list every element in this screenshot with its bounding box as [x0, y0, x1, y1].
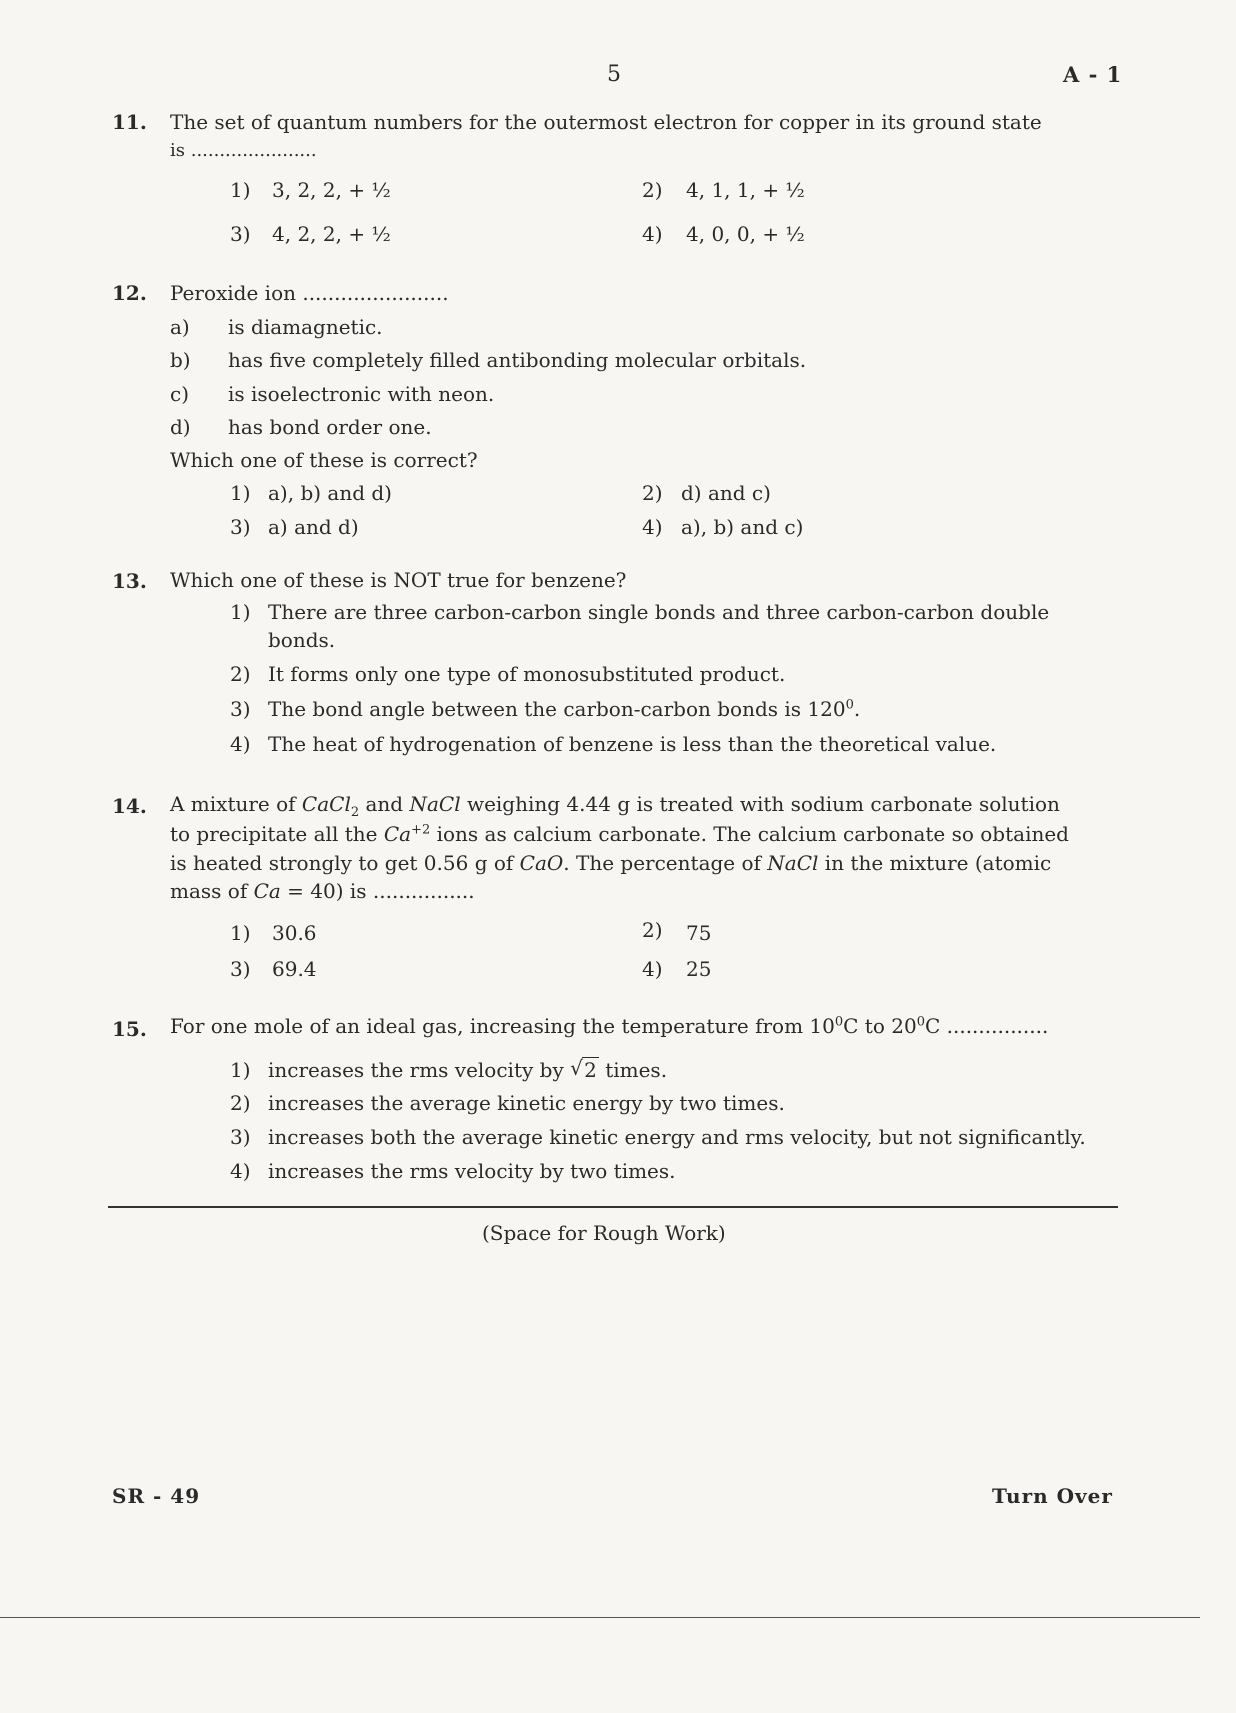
question-text: mass of Ca = 40) is ................ [170, 879, 475, 903]
option-text: 30.6 [272, 921, 317, 945]
question-number: 15. [112, 1017, 147, 1041]
statement-text: is diamagnetic. [228, 315, 383, 339]
question-text: For one mole of an ideal gas, increasing the temperature from $10^0C$ to $20^0C$ ................ [170, 1014, 1049, 1038]
statement-label: b) [170, 348, 191, 372]
option-label: 1) [230, 1058, 251, 1082]
statement-text: is isoelectronic with neon. [228, 382, 495, 406]
question-text: The set of quantum numbers for the outermost electron for copper in its ground state [170, 110, 1042, 134]
statement-label: d) [170, 415, 191, 439]
option-label: 4) [642, 515, 663, 539]
option-text: increases both the average kinetic energy and rms velocity, but not significantly. [268, 1125, 1086, 1149]
option-label: 4) [642, 957, 663, 981]
question-number: 11. [112, 110, 147, 134]
option-label: 1) [230, 178, 251, 202]
option-label: 1) [230, 481, 251, 505]
option-text: 4, 1, 1, + ½ [686, 178, 805, 202]
question-text: is heated strongly to get 0.56 g of CaO. The percentage of NaCl in the mixture (atomic [170, 851, 1052, 875]
question-text: is ...................... [170, 140, 317, 161]
option-text: 69.4 [272, 957, 317, 981]
option-label: 4) [642, 222, 663, 246]
footer-code: SR - 49 [112, 1484, 201, 1508]
option-text: 3, 2, 2, + ½ [272, 178, 391, 202]
option-text: 25 [686, 957, 712, 981]
question-text: Peroxide ion ....................... [170, 281, 449, 305]
question-text: Which one of these is NOT true for benzene? [170, 568, 627, 592]
option-label: 3) [230, 697, 251, 721]
option-label: 3) [230, 515, 251, 539]
option-text: a) and d) [268, 515, 359, 539]
option-label: 2) [230, 1091, 251, 1115]
option-text: increases the average kinetic energy by two times. [268, 1091, 785, 1115]
option-label: 4) [230, 732, 251, 756]
option-text: d) and c) [681, 481, 771, 505]
option-label: 3) [230, 957, 251, 981]
option-text: 4, 0, 0, + ½ [686, 222, 805, 246]
page-number: 5 [607, 62, 621, 87]
option-text: a), b) and c) [681, 515, 804, 539]
statement-label: c) [170, 382, 190, 406]
question-number: 13. [112, 569, 147, 593]
option-text: increases the rms velocity by two times. [268, 1159, 676, 1183]
question-text: to precipitate all the $Ca^{+2}$ ions as calcium carbonate. The calcium carbonate so obtained [170, 822, 1069, 846]
option-label: 2) [642, 178, 663, 202]
question-number: 12. [112, 281, 147, 305]
option-label: 3) [230, 1125, 251, 1149]
option-text: increases the rms velocity by √ 2 times. [268, 1056, 667, 1084]
statement-label: a) [170, 315, 190, 339]
page-bottom-edge [0, 1617, 1200, 1618]
option-label: 3) [230, 222, 251, 246]
question-number: 14. [112, 794, 147, 818]
option-label: 2) [642, 918, 663, 942]
option-text: 75 [686, 921, 712, 945]
question-text: A mixture of CaCl$_2$ and NaCl weighing 4.44 g is treated with sodium carbonate solution [170, 792, 1060, 820]
statement-text: has five completely filled antibonding molecular orbitals. [228, 348, 807, 372]
statement-text: has bond order one. [228, 415, 432, 439]
square-root-symbol: √ 2 [570, 1056, 599, 1084]
rough-work-divider [108, 1206, 1118, 1208]
option-text: There are three carbon-carbon single bonds and three carbon-carbon double [268, 600, 1050, 624]
option-label: 1) [230, 921, 251, 945]
option-text: a), b) and d) [268, 481, 392, 505]
option-text: The bond angle between the carbon-carbon bonds is $120^0$. [268, 697, 861, 721]
option-text: It forms only one type of monosubstituted product. [268, 662, 786, 686]
option-label: 2) [230, 662, 251, 686]
option-text: The heat of hydrogenation of benzene is less than the theoretical value. [268, 732, 997, 756]
rough-work-label: (Space for Rough Work) [482, 1221, 726, 1245]
option-text: 4, 2, 2, + ½ [272, 222, 391, 246]
option-label: 1) [230, 600, 251, 624]
option-label: 2) [642, 481, 663, 505]
turn-over-label: Turn Over [992, 1484, 1113, 1508]
option-label: 4) [230, 1159, 251, 1183]
option-text: bonds. [268, 628, 336, 652]
paper-code: A - 1 [1063, 62, 1123, 87]
question-prompt: Which one of these is correct? [170, 448, 478, 472]
